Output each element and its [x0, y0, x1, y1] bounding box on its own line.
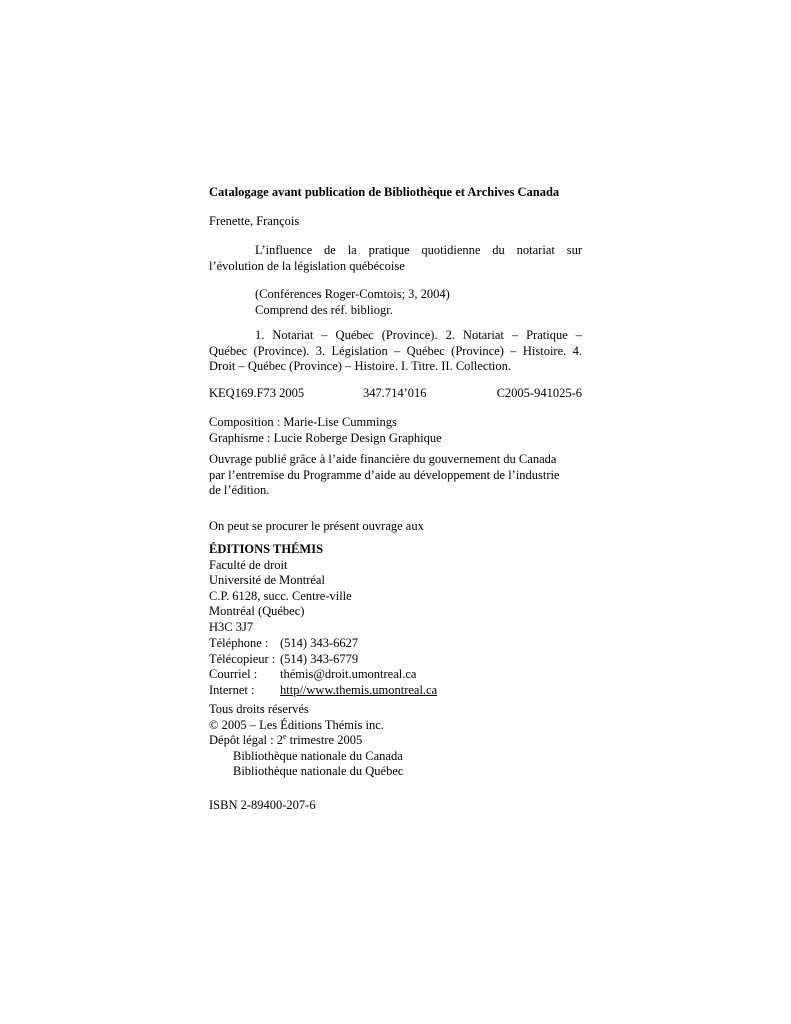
legal-deposit-sup: e — [282, 732, 287, 741]
author: Frenette, François — [209, 214, 300, 228]
email-value: thémis@droit.umontreal.ca — [280, 667, 417, 681]
web-link[interactable]: http//www.themis.umontreal.ca — [280, 682, 438, 697]
subjects — [209, 328, 582, 375]
classification-row — [209, 386, 582, 402]
fax-label: Télécopieur : — [209, 651, 276, 666]
email-label: Courriel : — [209, 667, 258, 681]
fax-line — [209, 652, 582, 668]
control-number: C2005-941025-6 — [496, 386, 582, 400]
series-line-1: (Conférences Roger-Comtois; 3, 2004) — [255, 287, 450, 301]
funding-line-2: par l’entremise du Programme d’aide au développement de l’industrie — [209, 467, 560, 482]
publisher-block — [209, 542, 582, 635]
subjects-line-2: Québec (Province). 3. Législation – Québec (Province) – Histoire. 4. — [209, 343, 582, 358]
lc-number: KEQ169.F73 2005 — [209, 386, 305, 400]
funding-line-3: de l’édition. — [209, 483, 270, 497]
library-canada: Bibliothèque nationale du Canada — [233, 748, 403, 763]
rights-block — [209, 702, 582, 780]
email-line — [209, 667, 582, 683]
address-line: Université de Montréal — [209, 573, 325, 587]
web-line — [209, 683, 582, 699]
legal-deposit-suffix: trimestre 2005 — [286, 733, 363, 747]
contact-block — [209, 636, 582, 698]
address-line: Faculté de droit — [209, 557, 288, 572]
series-note — [209, 287, 582, 318]
web-label: Internet : — [209, 682, 255, 697]
address-line: C.P. 6128, succ. Centre-ville — [209, 588, 352, 603]
phone-line — [209, 636, 582, 652]
funding-line-1: Ouvrage publié grâce à l’aide financière du gouvernement du Canada — [209, 452, 557, 466]
subjects-line-1: 1. Notariat – Québec (Province). 2. Notariat – Pratique – — [255, 328, 582, 342]
rights-reserved: Tous droits réservés — [209, 702, 309, 716]
funding-note — [209, 452, 582, 499]
phone-label: Téléphone : — [209, 636, 269, 650]
address-line: H3C 3J7 — [209, 619, 254, 634]
series-line-2: Comprend des réf. bibliogr. — [255, 302, 393, 317]
library-quebec: Bibliothèque nationale du Québec — [233, 764, 404, 778]
subjects-line-3: Droit – Québec (Province) – Histoire. I. Titre. II. Collection. — [209, 359, 512, 373]
phone-value: (514) 343-6627 — [280, 636, 359, 650]
legal-deposit-line — [209, 733, 582, 749]
address-line: Montréal (Québec) — [209, 604, 305, 618]
graphisme-credit: Graphisme : Lucie Roberge Design Graphique — [209, 430, 442, 445]
availability-note: On peut se procurer le présent ouvrage aux — [209, 519, 424, 533]
isbn: ISBN 2-89400-207-6 — [209, 798, 316, 812]
title-line-1: L’influence de la pratique quotidienne du notariat sur — [255, 243, 582, 257]
composition-credit: Composition : Marie-Lise Cummings — [209, 415, 397, 429]
title-entry — [209, 243, 582, 274]
copyright-line: © 2005 – Les Éditions Thémis inc. — [209, 717, 384, 732]
dewey-number: 347.714’016 — [363, 386, 427, 400]
publisher-name: ÉDITIONS THÉMIS — [209, 542, 324, 556]
catalog-heading: Catalogage avant publication de Bibliothèque et Archives Canada — [209, 185, 560, 199]
fax-value: (514) 343-6779 — [280, 651, 359, 666]
credits — [209, 415, 582, 446]
title-line-2: l’évolution de la législation québécoise — [209, 258, 405, 273]
legal-deposit-prefix: Dépôt légal : 2 — [209, 733, 283, 747]
